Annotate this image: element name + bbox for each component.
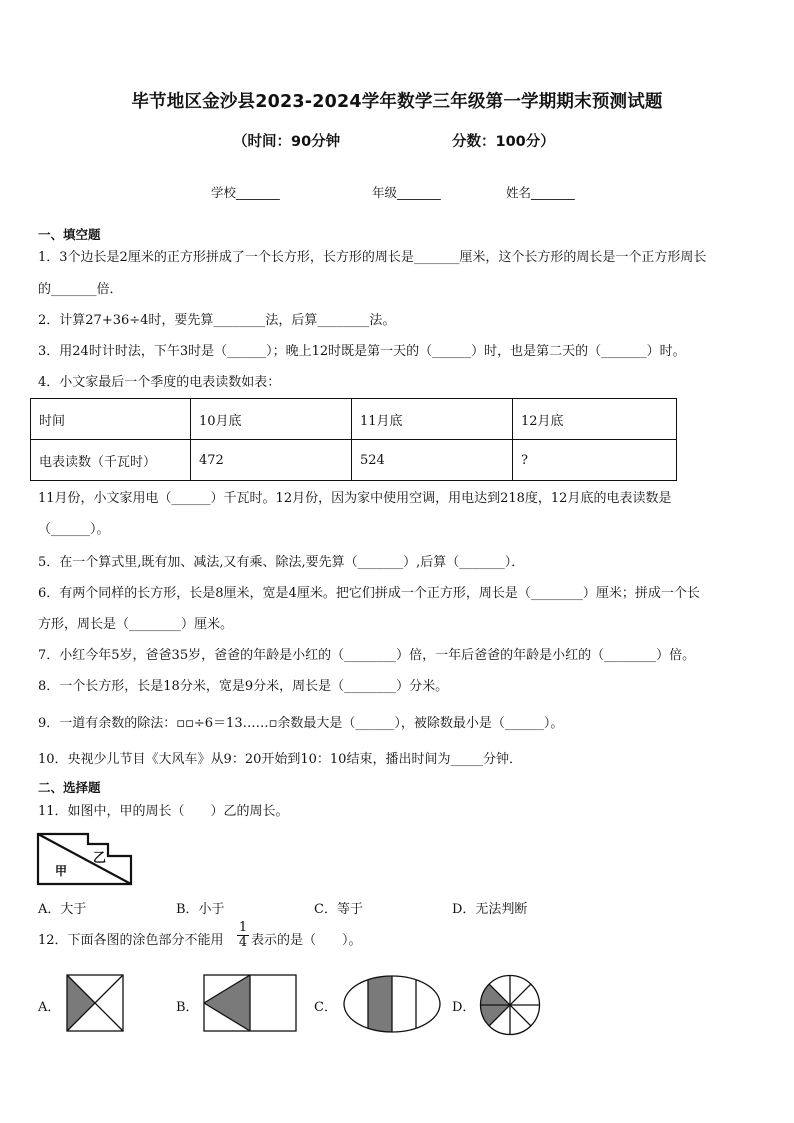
question-11: 11．如图中，甲的周长（ ）乙的周长。 [38, 804, 289, 819]
figure-d-circle [480, 975, 540, 1035]
table-row [31, 440, 677, 481]
question-10: 10．央视少儿节目《大风车》从9：20开始到10：10结束，播出时间为_____分钟． [38, 752, 522, 767]
table-cell: 10月底 [191, 399, 352, 440]
figure-label-yi: 乙 [93, 851, 107, 866]
question-12-start: 12．下面各图的涂色部分不能用 [38, 933, 224, 948]
figure-label-jia: 甲 [55, 864, 68, 878]
table-cell: ? [513, 440, 677, 481]
question-12-end: 表示的是（ ）。 [251, 933, 362, 948]
question-2: 2．计算27+36÷4时，要先算________法，后算________法。 [38, 313, 396, 328]
question-4-line2: 11月份，小文家用电（______）千瓦时。12月份，因为家中使用空调，用电达到218度，12月底的电表读数是 [38, 491, 672, 506]
table-cell: 时间 [31, 399, 191, 440]
exam-score: 分数：100分） [452, 134, 555, 150]
table-cell: 电表读数（千瓦时） [31, 440, 191, 481]
question-1-line2: 的_______倍． [38, 282, 123, 297]
option-b-label: B． [176, 1000, 199, 1015]
option-a: A．大于 [38, 902, 87, 917]
fraction-numerator: 1 [238, 920, 248, 935]
option-d-label: D． [452, 1000, 476, 1015]
figure-b-rectangle [204, 975, 296, 1031]
page-title: 毕节地区金沙县2023-2024学年数学三年级第一学期期末预测试题 [131, 92, 663, 112]
option-c: C．等于 [314, 902, 363, 917]
table-cell: 472 [191, 440, 352, 481]
fraction-denominator: 4 [238, 935, 248, 950]
section-heading-choice: 二、选择题 [38, 780, 101, 795]
grade-field: 年级_______ [372, 185, 441, 200]
figure-a-square [67, 975, 123, 1031]
question-8: 8．一个长方形，长是18分米，宽是9分米，周长是（________）分米。 [38, 679, 449, 694]
option-b: B．小于 [176, 902, 225, 917]
section-heading-fill: 一、填空题 [38, 227, 101, 242]
fraction-one-quarter [237, 921, 249, 950]
question-9: 9．一道有余数的除法：▫▫÷6＝13……▫余数最大是（______），被除数最小是（______）。 [38, 716, 564, 731]
school-field: 学校_______ [211, 185, 280, 200]
question-5: 5．在一个算式里,既有加、减法,又有乘、除法,要先算（_______）,后算（_______）． [38, 555, 525, 570]
table-cell: 524 [352, 440, 513, 481]
question-4-line3: （______）。 [38, 522, 110, 537]
meter-table [30, 398, 677, 481]
q11-figure [36, 832, 136, 888]
table-row [31, 399, 677, 440]
option-c-label: C． [314, 1000, 337, 1015]
question-6-line2: 方形，周长是（________）厘米。 [38, 617, 234, 632]
question-7: 7．小红今年5岁，爸爸35岁，爸爸的年龄是小红的（________）倍，一年后爸爸的年龄是小红的（________）倍。 [38, 648, 696, 663]
question-4: 4．小文家最后一个季度的电表读数如表： [38, 375, 281, 390]
name-field: 姓名_______ [506, 185, 575, 200]
exam-time: （时间：90分钟 [233, 134, 341, 150]
figure-c-ellipse [343, 975, 441, 1033]
table-cell: 12月底 [513, 399, 677, 440]
option-a-label: A． [38, 1000, 61, 1015]
question-3: 3．用24时计时法，下午3时是（______）；晚上12时既是第一天的（______）时，也是第二天的（_______）时。 [38, 344, 686, 359]
table-cell: 11月底 [352, 399, 513, 440]
question-6-line1: 6．有两个同样的长方形，长是8厘米，宽是4厘米。把它们拼成一个正方形，周长是（________）厘米；拼成一个长 [38, 586, 700, 601]
question-1-line1: 1．3个边长是2厘米的正方形拼成了一个长方形，长方形的周长是_______厘米，这个长方形的周长是一个正方形周长 [38, 250, 707, 265]
option-d: D．无法判断 [452, 902, 528, 917]
